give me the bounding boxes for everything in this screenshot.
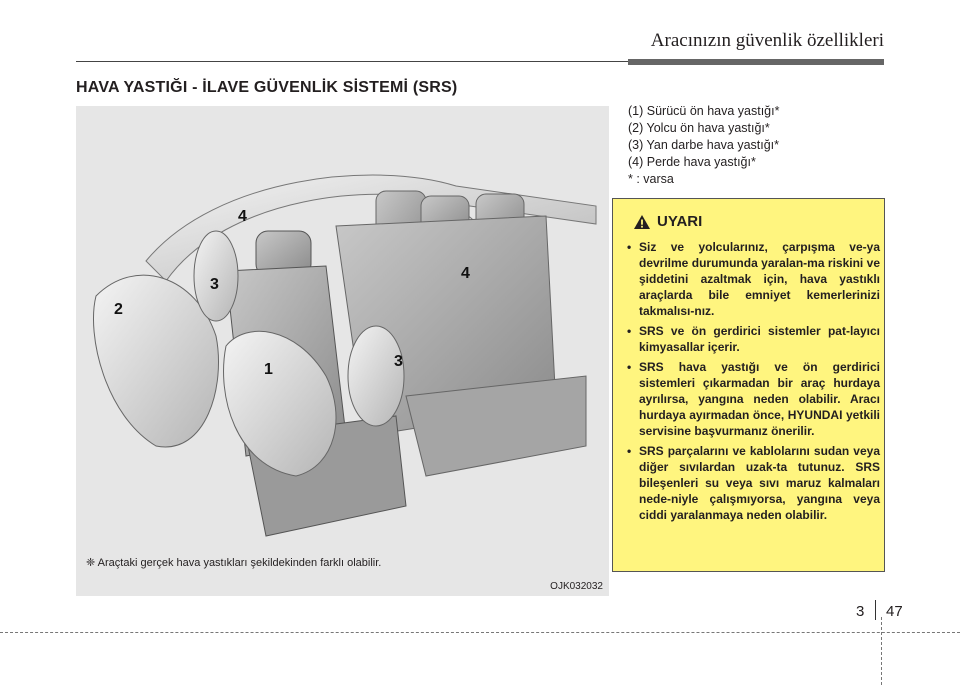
callout-1: 1 <box>264 361 273 378</box>
page-number: 47 <box>886 603 903 620</box>
figure-code: OJK032032 <box>550 581 603 592</box>
airbag-illustration <box>76 106 609 596</box>
warning-title: UYARI <box>657 213 703 230</box>
chapter-number: 3 <box>856 603 865 620</box>
running-header: Aracınızın güvenlik özellikleri <box>650 30 884 51</box>
figure-note: ❈ Araçtaki gerçek hava yastıkları şekildekinden farklı olabilir. <box>86 557 382 569</box>
callout-2: 2 <box>114 301 123 318</box>
warning-item: • Siz ve yolcularınız, çarpışma ve-ya devrilme durumunda yaralan-ma riskini ve şiddetini azaltmak için, hava yastıklı araçlarda bile emniyet kemerlerinizi takmalısı-nız. <box>627 239 880 319</box>
page-separator <box>875 600 876 620</box>
legend-item: (3) Yan darbe hava yastığı* <box>628 138 780 152</box>
legend-item: (2) Yolcu ön hava yastığı* <box>628 121 770 135</box>
callout-4-front: 4 <box>238 208 247 225</box>
legend-item: (4) Perde hava yastığı* <box>628 155 756 169</box>
airbag-drawing <box>76 106 609 596</box>
warning-box <box>612 198 885 572</box>
warning-item: • SRS parçalarını ve kablolarını sudan veya diğer sıvılardan uzak-ta tutunuz. SRS bileşenleri su veya sıvı maruz kalmaları nede-niyle çalışmıyorsa, yangına veya ciddi yaralanmaya neden olabilir. <box>627 443 880 523</box>
callout-3-front: 3 <box>210 276 219 293</box>
warning-item: • SRS ve ön gerdirici sistemler pat-layıcı kimyasallar içerir. <box>627 323 880 355</box>
warning-item: • SRS hava yastığı ve ön gerdirici sistemleri çıkarmadan bir araç hurdaya ayrılırsa, yangına neden olabilir. Aracı hurdaya ayırmadan önce, HYUNDAI yetkili servisine başvurmanız önerilir. <box>627 359 880 439</box>
warning-icon <box>633 214 651 230</box>
footer-rule <box>0 632 960 633</box>
warning-list <box>627 239 880 527</box>
section-title: HAVA YASTIĞI - İLAVE GÜVENLİK SİSTEMİ (SRS) <box>76 79 458 96</box>
legend-item: (1) Sürücü ön hava yastığı* <box>628 104 780 118</box>
airbag-legend <box>628 103 779 188</box>
header-rule-accent <box>628 59 884 65</box>
footer-vertical-rule <box>881 617 882 685</box>
callout-3-rear: 3 <box>394 353 403 370</box>
callout-4-rear: 4 <box>461 265 470 282</box>
legend-footnote: * : varsa <box>628 172 674 186</box>
warning-header <box>633 213 702 230</box>
side-airbag-rear <box>348 326 404 426</box>
